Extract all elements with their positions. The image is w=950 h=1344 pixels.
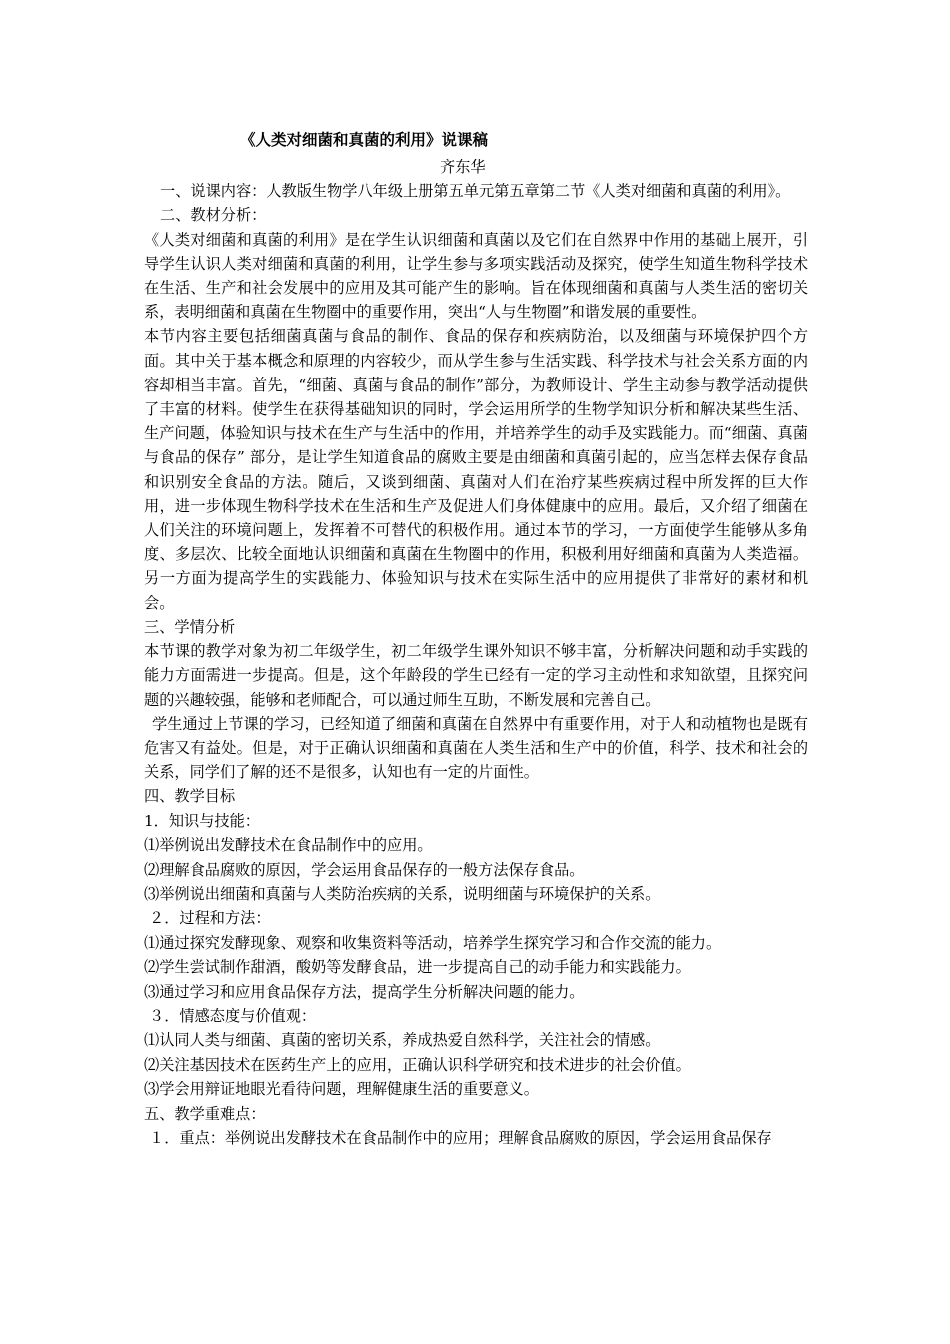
section-2-paragraph-2: 本节内容主要包括细菌真菌与食品的制作、食品的保存和疾病防治，以及细菌与环境保护四个方面。其中关于基本概念和原理的内容较少，而从学生参与生活实践、科学技术与社会关系方面的内容却相当丰富。首先，“细菌、真菌与食品的制作”部分，为教师设计、学生主动参与教学活动提供了丰富的材料。使学生在获得基础知识的同时，学会运用所学的生物学知识分析和解决某些生活、生产问题，体验知识与技术在生产与生活中的作用，并培养学生的动手及实践能力。而“细菌、真菌与食品的保存” 部分，是让学生知道食品的腐败主要是由细菌和真菌引起的，应当怎样去保存食品和识别安全食品的方法。随后，又谈到细菌、真菌对人们在治疗某些疾病过程中所发挥的巨大作用，进一步体现生物科学技术在生活和生产及促进人们身体健康中的应用。最后，又介绍了细菌在人们关注的环境问题上，发挥着不可替代的积极作用。通过本节的学习，一方面使学生能够从多角度、多层次、比较全面地认识细菌和真菌在生物圈中的作用，积极利用好细菌和真菌为人类造福。另一方面为提高学生的实践能力、体验知识与技术在实际生活中的应用提供了非常好的素材和机会。 <box>144 327 808 612</box>
section-5-paragraph-1: １．重点：举例说出发酵技术在食品制作中的应用；理解食品腐败的原因，学会运用食品保存 <box>149 1128 772 1147</box>
section-2-paragraph-1: 《人类对细菌和真菌的利用》是在学生认识细菌和真菌以及它们在自然界中作用的基础上展开，引导学生认识人类对细菌和真菌的利用，让学生参与多项实践活动及探究，使学生知道生物科学技术在生活、生产和社会发展中的应用及其可能产生的影响。旨在体现细菌和真菌与人类生活的密切关系，表明细菌和真菌在生物圈中的重要作用，突出“人与生物圈”和谐发展的重要性。 <box>144 230 808 322</box>
goal-3-item: ⑵关注基因技术在医药生产上的应用，正确认识科学研究和技术进步的社会价值。 <box>144 1055 691 1074</box>
document-author: 齐东华 <box>440 158 486 176</box>
goal-1-item: ⑶举例说出细菌和真菌与人类防治疾病的关系，说明细菌与环境保护的关系。 <box>144 885 661 904</box>
section-3-paragraph-2: 学生通过上节课的学习，已经知道了细菌和真菌在自然界中有重要作用，对于人和动植物也是既有危害又有益处。但是，对于正确认识细菌和真菌在人类生活和生产中的价值，科学、技术和社会的关系，同学们了解的还不是很多，认知也有一定的片面性。 <box>144 714 808 782</box>
goal-2-item: ⑴通过探究发酵现象、观察和收集资料等活动，培养学生探究学习和合作交流的能力。 <box>144 933 722 952</box>
goal-1-heading: 1．知识与技能： <box>144 811 260 830</box>
goal-2-item: ⑶通过学习和应用食品保存方法，提高学生分析解决问题的能力。 <box>144 982 585 1001</box>
section-1-content: 一、说课内容：人教版生物学八年级上册第五单元第五章第二节《人类对细菌和真菌的利用》。 <box>160 182 791 200</box>
section-3-heading: 三、学情分析 <box>144 617 236 636</box>
goal-3-item: ⑴认同人类与细菌、真菌的密切关系，养成热爱自然科学，关注社会的情感。 <box>144 1031 661 1050</box>
goal-2-heading: ２．过程和方法： <box>149 909 271 928</box>
goal-3-item: ⑶学会用辩证地眼光看待问题，理解健康生活的重要意义。 <box>144 1080 539 1099</box>
section-4-heading: 四、教学目标 <box>144 787 236 806</box>
section-3-paragraph-1: 本节课的教学对象为初二年级学生，初二年级学生课外知识不够丰富，分析解决问题和动手实践的能力方面需进一步提高。但是，这个年龄段的学生已经有一定的学习主动性和求知欲望，且探究问题的兴趣较强，能够和老师配合，可以通过师生互助，不断发展和完善自己。 <box>144 642 808 709</box>
section-5-heading: 五、教学重难点： <box>144 1104 266 1123</box>
goal-1-item: ⑴举例说出发酵技术在食品制作中的应用。 <box>144 836 433 855</box>
goal-1-item: ⑵理解食品腐败的原因，学会运用食品保存的一般方法保存食品。 <box>144 860 585 879</box>
goal-3-heading: ３．情感态度与价值观： <box>149 1006 317 1025</box>
goal-2-item: ⑵学生尝试制作甜酒，酸奶等发酵食品，进一步提高自己的动手能力和实践能力。 <box>144 958 691 977</box>
document-title: 《人类对细菌和真菌的利用》说课稿 <box>240 131 489 149</box>
document-page <box>144 120 808 1150</box>
section-2-heading: 二、教材分析： <box>160 206 267 225</box>
